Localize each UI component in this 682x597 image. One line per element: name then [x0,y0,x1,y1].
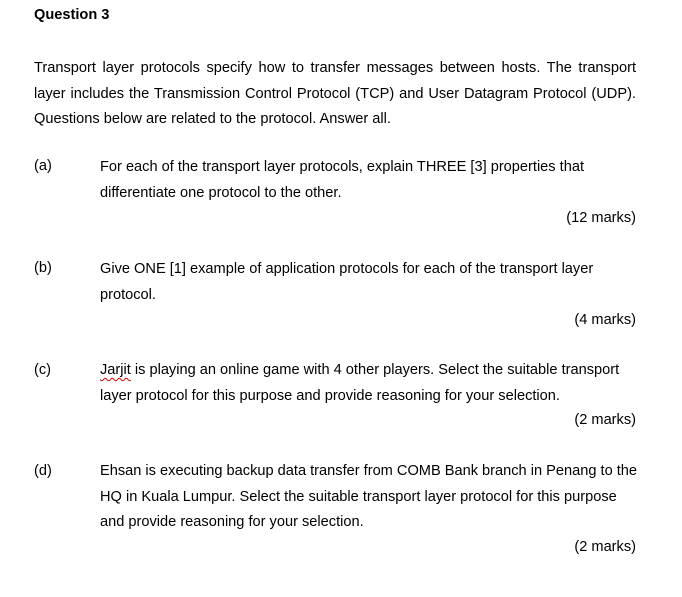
part-c-label: (c) [34,362,52,378]
part-a-label: (a) [34,158,52,174]
part-c-text [100,358,630,409]
part-d-marks: (2 marks) [574,539,636,555]
question-title: Question 3 [34,7,110,23]
part-d-label: (d) [34,463,52,479]
part-d-text: Ehsan is executing backup data transfer from COMB Bank branch in Penang to the HQ in Kuala Lumpur. Select the suitable transport layer protocol for this purpose and provide reasoning for your selection. [100,463,638,530]
part-b-label: (b) [34,260,52,276]
part-b-marks: (4 marks) [574,312,636,328]
part-c-body: is playing an online game with 4 other players. Select the suitable transport layer protocol for this purpose and provide reasoning for your selection. [100,362,620,404]
part-a-marks: (12 marks) [566,210,636,226]
part-c-name: Jarjit [100,362,131,378]
part-a-text: For each of the transport layer protocols, explain THREE [3] properties that differentiate one protocol to the other. [100,159,584,201]
part-c-marks: (2 marks) [574,412,636,428]
part-b-text: Give ONE [1] example of application protocols for each of the transport layer protocol. [100,261,594,303]
question-intro: Transport layer protocols specify how to transfer messages between hosts. The transport layer includes the Transmission Control Protocol (TCP) and User Datagram Protocol (UDP). Questions below are related to the protocol. Answer all. [34,60,636,127]
